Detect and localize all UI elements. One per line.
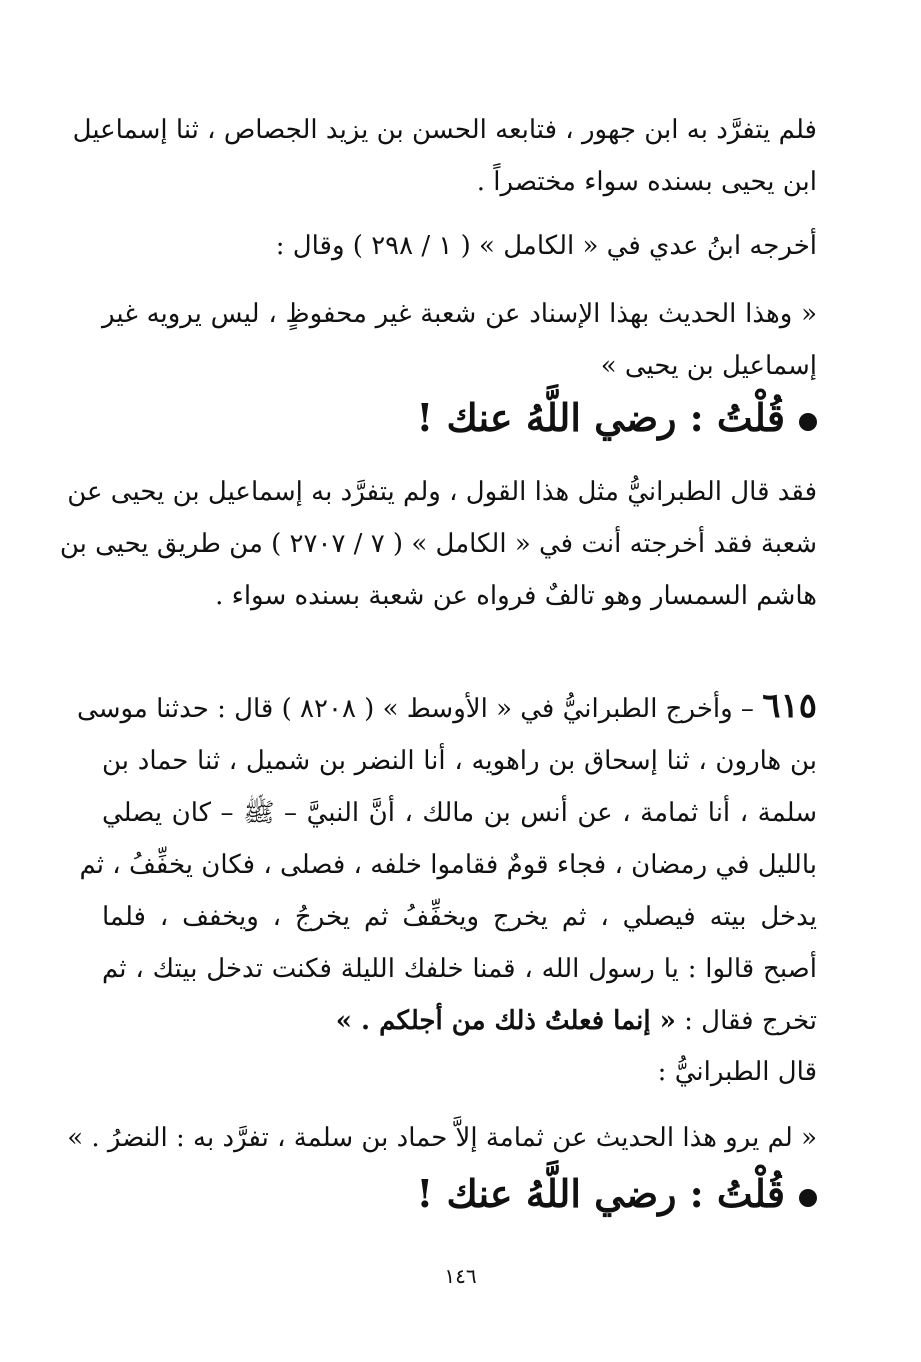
heading-2 — [417, 1164, 817, 1224]
paragraph-2-line-1: فقد قال الطبرانيُّ مثل هذا القول ، ولم يتفرَّد به إسماعيل بن يحيى عن — [67, 477, 817, 507]
heading-1-text: قُلْتُ : رضي اللَّهُ عنك ! — [416, 395, 785, 440]
hadith-615-line-1-text: – وأخرج الطبرانيُّ في « الأوسط » ( ٨٢٠٨ ) قال : حدثنا موسى — [77, 694, 754, 724]
hadith-615-line-6: أصبح قالوا : يا رسول الله ، قمنا خلفك الليلة فكنت تدخل بيتك ، ثم — [102, 954, 817, 984]
bullet-icon — [799, 413, 817, 431]
paragraph-1-line-1: فلم يتفرَّد به ابن جهور ، فتابعه الحسن بن يزيد الجصاص ، ثنا إسماعيل — [72, 115, 817, 145]
heading-2-text: قُلْتُ : رضي اللَّهُ عنك ! — [416, 1171, 785, 1216]
heading-1 — [417, 388, 817, 448]
hadith-615-line-7-prefix: تخرج فقال : — [675, 1006, 817, 1036]
paragraph-2-line-2: شعبة فقد أخرجته أنت في « الكامل » ( ٧ / ٢٧٠٧ ) من طريق يحيى بن — [59, 529, 817, 559]
hadith-615-line-4: بالليل في رمضان ، فجاء قومٌ فقاموا خلفه ، فصلى ، فكان يخفِّفُ ، ثم — [79, 850, 817, 880]
quote-1-line-2: إسماعيل بن يحيى » — [600, 351, 817, 381]
citation-2-text: قال الطبرانيُّ : — [657, 1057, 817, 1087]
paragraph-1-line-2: ابن يحيى بسنده سواء مختصراً . — [476, 167, 817, 197]
hadith-number: ٦١٥ — [762, 686, 817, 726]
hadith-615 — [77, 680, 817, 1047]
prophetic-quote: « إنما فعلتُ ذلك من أجلكم . » — [335, 1006, 676, 1036]
hadith-615-line-5: يدخل بيته فيصلي ، ثم يخرج ويخفِّفُ ثم يخرجُ ، ويخفف ، فلما — [102, 902, 817, 932]
citation-2 — [102, 1046, 817, 1098]
citation-1 — [102, 220, 817, 272]
hadith-615-line-2: بن هارون ، ثنا إسحاق بن راهويه ، أنا النضر بن شميل ، ثنا حماد بن — [102, 746, 817, 776]
quote-2-text: « لم يرو هذا الحديث عن ثمامة إلاَّ حماد بن سلمة ، تفرَّد به : النضرُ . » — [67, 1123, 817, 1153]
paragraph-1 — [72, 104, 817, 208]
hadith-615-line-1 — [77, 680, 817, 735]
quote-1 — [102, 288, 817, 392]
paragraph-2 — [59, 466, 817, 622]
quote-2 — [67, 1112, 817, 1164]
hadith-615-line-7 — [102, 995, 817, 1047]
quote-1-line-1: « وهذا الحديث بهذا الإسناد عن شعبة غير محفوظٍ ، ليس يرويه غير — [102, 299, 817, 329]
paragraph-2-line-3: هاشم السمسار وهو تالفٌ فرواه عن شعبة بسنده سواء . — [215, 581, 817, 611]
page-number: ١٤٦ — [444, 1264, 477, 1288]
citation-1-text: أخرجه ابنُ عدي في « الكامل » ( ١ / ٢٩٨ ) وقال : — [275, 231, 817, 261]
hadith-615-line-3: سلمة ، أنا ثمامة ، عن أنس بن مالك ، أنَّ النبيَّ – ﷺ – كان يصلي — [102, 798, 817, 828]
bullet-icon — [799, 1189, 817, 1207]
